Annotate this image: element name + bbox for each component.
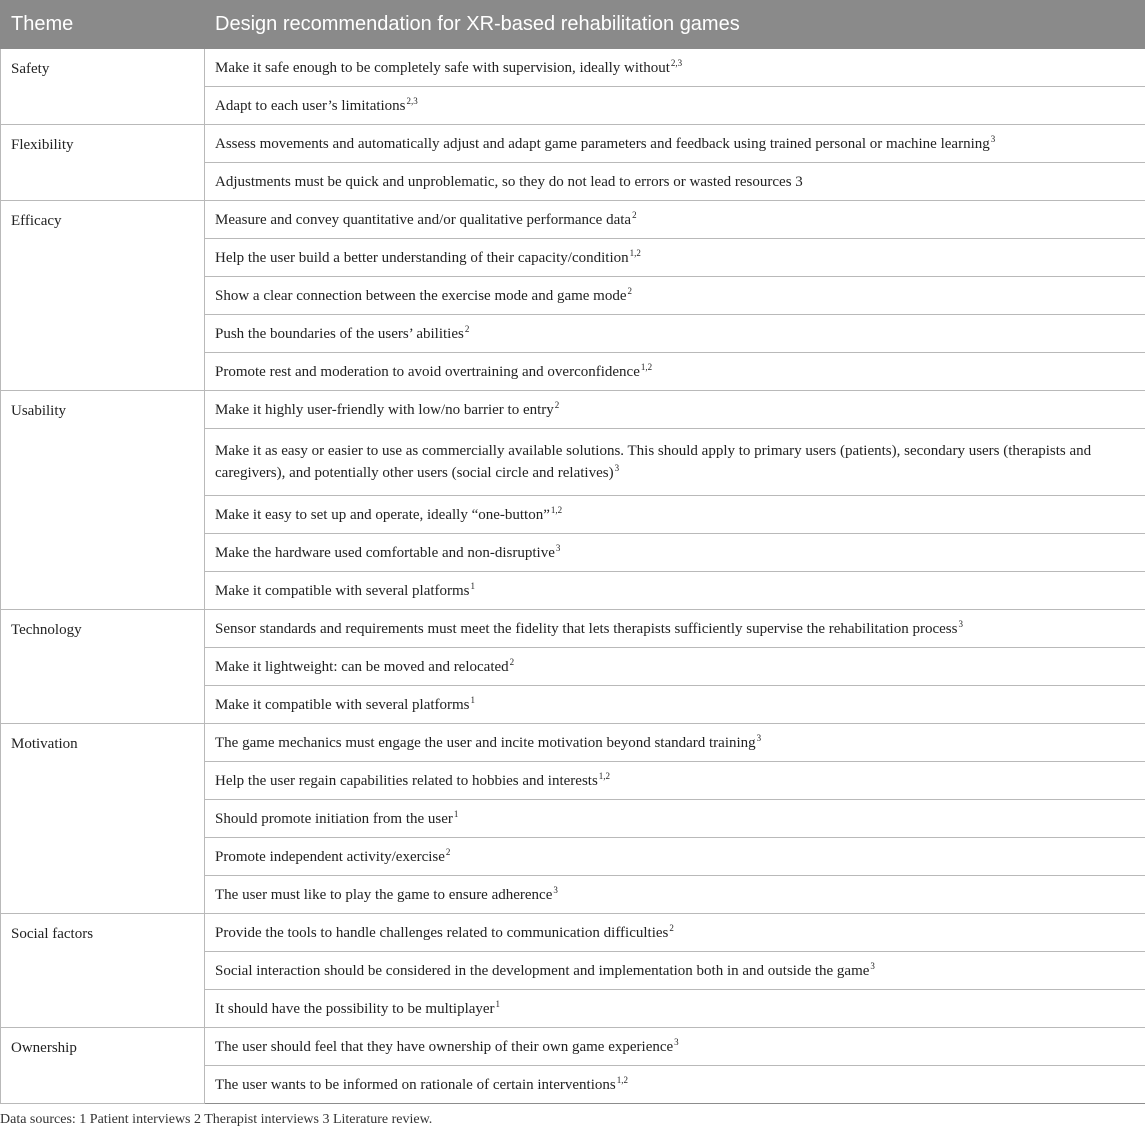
recommendation-text: Push the boundaries of the users’ abilities	[215, 325, 464, 342]
source-superscript: 1	[453, 808, 459, 819]
recommendation-cell	[205, 1028, 1145, 1066]
table-row	[1, 724, 1145, 762]
recommendation-text: Make it safe enough to be completely safe with supervision, ideally without	[215, 59, 670, 76]
source-superscript: 3	[958, 618, 963, 629]
recommendation-text: Promote independent activity/exercise	[215, 848, 445, 865]
theme-cell: Usability	[1, 391, 205, 610]
source-superscript: 2,3	[406, 95, 418, 106]
recommendation-cell	[205, 952, 1145, 990]
source-superscript: 1,2	[550, 504, 563, 515]
header-row	[1, 1, 1145, 49]
header-recommendation: Design recommendation for XR-based rehabilitation games	[205, 1, 1145, 49]
recommendation-text: Make it compatible with several platforms	[215, 582, 470, 599]
recommendation-cell	[205, 762, 1145, 800]
source-superscript: 2	[464, 323, 470, 334]
table-row	[1, 610, 1145, 648]
theme-cell: Motivation	[1, 724, 205, 914]
recommendation-cell	[205, 534, 1145, 572]
recommendation-cell	[205, 239, 1145, 277]
recommendation-text: Social interaction should be considered in the development and implementation both in and outside the game	[215, 962, 870, 979]
recommendation-cell	[205, 125, 1145, 163]
source-superscript: 3	[674, 1036, 679, 1047]
recommendation-cell	[205, 686, 1145, 724]
source-superscript: 1,2	[640, 361, 653, 372]
recommendation-text: Promote rest and moderation to avoid overtraining and overconfidence	[215, 363, 640, 380]
source-superscript: 3	[553, 884, 558, 895]
recommendation-text: The user wants to be informed on rationale of certain interventions	[215, 1076, 616, 1093]
recommendation-text: Assess movements and automatically adjust and adapt game parameters and feedback using trained personal or machine learning	[215, 135, 990, 152]
recommendation-text: Sensor standards and requirements must meet the fidelity that lets therapists sufficiently supervise the rehabilitation process	[215, 620, 958, 637]
recommendation-text: It should have the possibility to be multiplayer	[215, 1000, 495, 1017]
recommendation-cell	[205, 914, 1145, 952]
recommendation-text: Show a clear connection between the exercise mode and game mode	[215, 287, 627, 304]
recommendation-text: Help the user regain capabilities related to hobbies and interests	[215, 772, 598, 789]
recommendation-text: Provide the tools to handle challenges related to communication difficulties	[215, 924, 669, 941]
table-body	[1, 49, 1145, 1104]
header-theme: Theme	[1, 1, 205, 49]
table-row	[1, 201, 1145, 239]
recommendation-text: The game mechanics must engage the user and incite motivation beyond standard training	[215, 734, 756, 751]
theme-cell: Social factors	[1, 914, 205, 1028]
recommendation-cell	[205, 724, 1145, 762]
recommendation-cell	[205, 201, 1145, 239]
source-superscript: 2	[445, 846, 451, 857]
table-row	[1, 49, 1145, 87]
recommendation-cell	[205, 163, 1145, 201]
source-superscript: 2	[554, 399, 560, 410]
source-superscript: 3	[614, 463, 620, 473]
theme-cell: Technology	[1, 610, 205, 724]
recommendation-text: Measure and convey quantitative and/or qualitative performance data	[215, 211, 632, 228]
recommendation-text: Make it easy to set up and operate, ideally “one-button”	[215, 506, 550, 523]
table-row	[1, 391, 1145, 429]
recommendation-text: Help the user build a better understanding of their capacity/condition	[215, 249, 629, 266]
source-superscript: 2	[509, 656, 515, 667]
recommendation-cell	[205, 572, 1145, 610]
recommendation-cell	[205, 87, 1145, 125]
recommendation-cell	[205, 49, 1145, 87]
source-superscript: 2	[632, 209, 637, 220]
recommendation-cell	[205, 315, 1145, 353]
recommendation-cell	[205, 648, 1145, 686]
source-superscript: 1,2	[598, 770, 611, 781]
recommendation-cell	[205, 800, 1145, 838]
recommendation-text: Make the hardware used comfortable and non-disruptive	[215, 544, 555, 561]
source-superscript: 1,2	[616, 1074, 628, 1085]
recommendation-text: The user must like to play the game to ensure adherence	[215, 886, 553, 903]
recommendation-cell	[205, 496, 1145, 534]
table-row	[1, 1028, 1145, 1066]
source-superscript: 3	[990, 133, 996, 144]
recommendation-text: Make it as easy or easier to use as commercially available solutions. This should apply to primary users (patients), secondary users (therapists and caregivers), and potentially other users (social circle and relatives)	[215, 443, 1092, 481]
recommendation-cell	[205, 1066, 1145, 1104]
recommendation-cell	[205, 429, 1145, 496]
table-caption: Data sources: 1 Patient interviews 2 Therapist interviews 3 Literature review.	[0, 1112, 433, 1127]
theme-cell: Efficacy	[1, 201, 205, 391]
recommendation-text: Should promote initiation from the user	[215, 810, 453, 827]
source-superscript: 1,2	[629, 247, 641, 258]
theme-cell: Ownership	[1, 1028, 205, 1104]
recommendation-cell	[205, 610, 1145, 648]
recommendation-text: Make it lightweight: can be moved and relocated	[215, 658, 509, 675]
source-superscript: 1	[470, 580, 476, 591]
recommendation-cell	[205, 353, 1145, 391]
recommendation-text: Adjustments must be quick and unproblematic, so they do not lead to errors or wasted resources 3	[215, 173, 803, 190]
recommendation-text: Make it compatible with several platforms	[215, 696, 470, 713]
source-superscript: 3	[756, 732, 762, 743]
recommendation-cell	[205, 990, 1145, 1028]
recommendation-text: Make it highly user-friendly with low/no barrier to entry	[215, 401, 554, 418]
recommendation-cell	[205, 391, 1145, 429]
source-superscript: 2,3	[670, 57, 683, 68]
theme-cell: Flexibility	[1, 125, 205, 201]
theme-cell: Safety	[1, 49, 205, 125]
source-superscript: 1	[495, 998, 501, 1009]
source-superscript: 1	[470, 694, 476, 705]
source-superscript: 2	[627, 285, 632, 296]
recommendation-cell	[205, 876, 1145, 914]
table-row	[1, 125, 1145, 163]
recommendation-cell	[205, 277, 1145, 315]
source-superscript: 3	[870, 960, 875, 971]
recommendation-text: Adapt to each user’s limitations	[215, 97, 406, 114]
source-superscript: 2	[669, 922, 674, 933]
recommendation-text: The user should feel that they have ownership of their own game experience	[215, 1038, 674, 1055]
table-row	[1, 914, 1145, 952]
recommendation-cell	[205, 838, 1145, 876]
source-superscript: 3	[555, 542, 561, 553]
